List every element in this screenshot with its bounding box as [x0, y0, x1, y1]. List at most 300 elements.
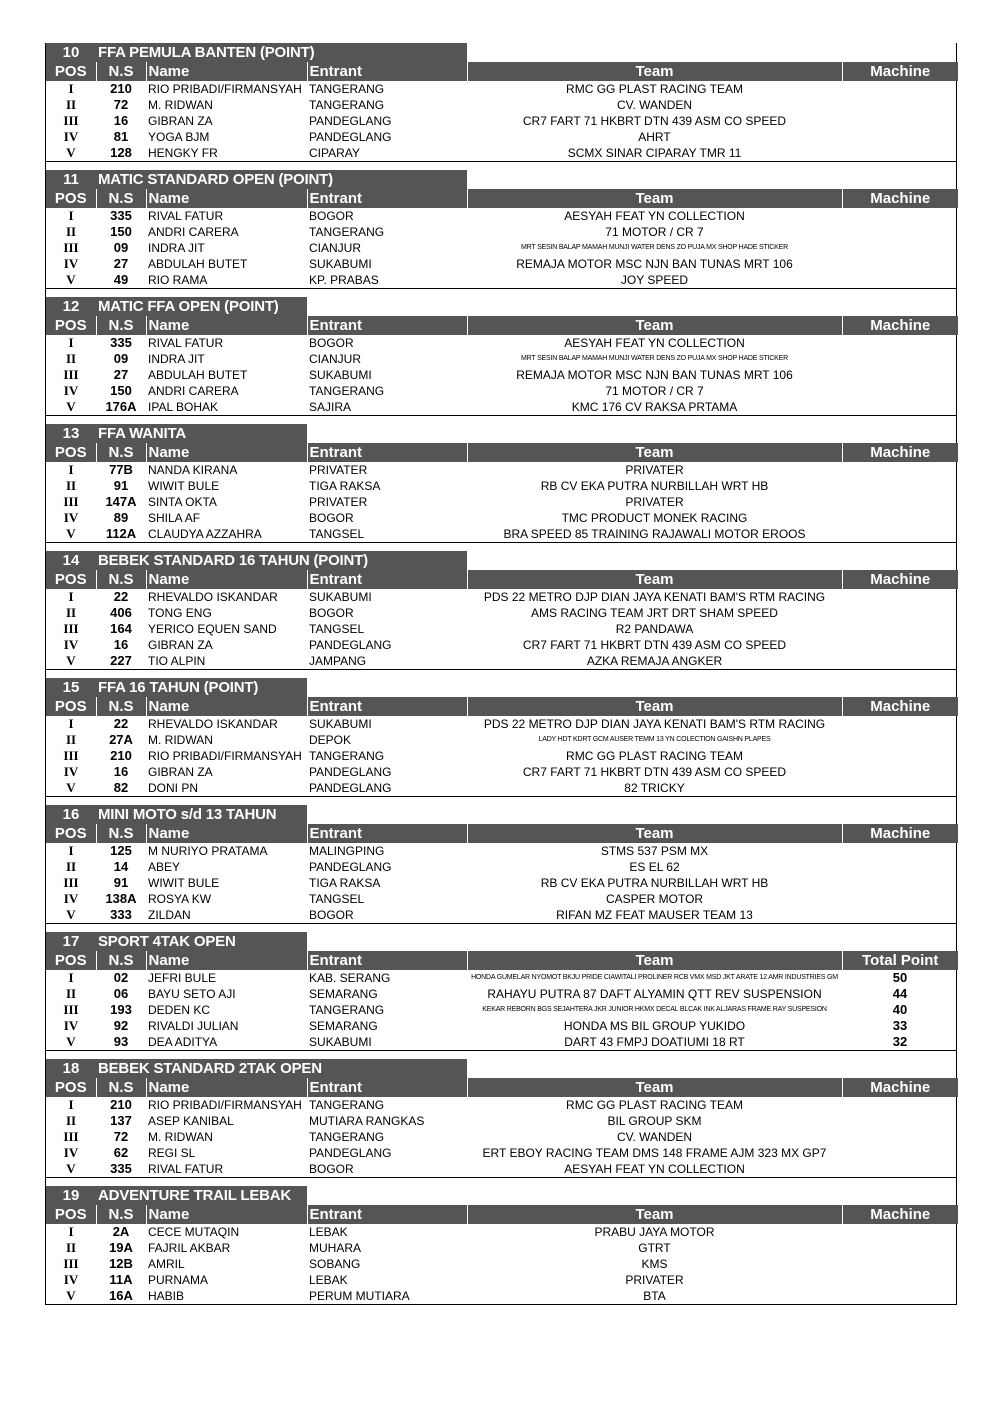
- col-pos: POS: [46, 1078, 96, 1097]
- position-cell: IV: [63, 764, 79, 779]
- header-row: [46, 1205, 958, 1224]
- number-cell: 112A: [105, 526, 137, 541]
- position-cell: IV: [63, 383, 79, 398]
- number-cell: 22: [113, 589, 129, 604]
- position-cell: I: [68, 462, 74, 477]
- machine-cell: [842, 129, 958, 145]
- machine-cell: [842, 462, 958, 478]
- number-cell: 09: [113, 240, 129, 255]
- table-row: [46, 1224, 958, 1240]
- rider-name-cell: INDRA JIT: [148, 352, 205, 366]
- section-spacer: [45, 416, 957, 424]
- entrant-cell: BOGOR: [309, 908, 354, 922]
- col-last: Machine: [842, 1078, 958, 1097]
- race-class-section: [45, 170, 957, 289]
- entrant-cell: TANGERANG: [309, 749, 385, 763]
- col-last: Machine: [842, 1205, 958, 1224]
- team-cell: KMS: [641, 1257, 668, 1271]
- section-spacer: [45, 924, 957, 932]
- entrant-cell: SOBANG: [309, 1257, 361, 1271]
- position-cell: I: [68, 1224, 74, 1239]
- section-spacer: [45, 162, 957, 170]
- rider-name-cell: ANDRI CARERA: [148, 384, 239, 398]
- position-cell: I: [68, 589, 74, 604]
- number-cell: 137: [110, 1113, 132, 1128]
- rider-name-cell: RIO PRIBADI/FIRMANSYAH: [148, 82, 302, 96]
- position-cell: V: [66, 145, 76, 160]
- col-last: Total Point: [842, 951, 958, 970]
- table-row: [46, 907, 958, 923]
- col-ns: N.S: [96, 570, 146, 589]
- col-name: Name: [146, 62, 307, 81]
- position-cell: II: [65, 986, 77, 1001]
- team-cell: JOY SPEED: [620, 273, 689, 287]
- table-row: [46, 1113, 958, 1129]
- position-cell: III: [63, 367, 79, 382]
- col-pos: POS: [46, 62, 96, 81]
- rider-name-cell: DEDEN KC: [148, 1003, 211, 1017]
- number-cell: 22: [113, 716, 129, 731]
- position-cell: III: [63, 1129, 79, 1144]
- class-title-bar: [46, 43, 467, 62]
- class-title: MATIC FFA OPEN (POINT): [98, 298, 279, 315]
- rider-name-cell: TIO ALPIN: [148, 654, 206, 668]
- number-cell: 11A: [109, 1272, 133, 1287]
- table-row: [46, 494, 958, 510]
- table-row: [46, 129, 958, 145]
- machine-cell: [842, 605, 958, 621]
- results-table: [46, 316, 958, 415]
- table-row: [46, 224, 958, 240]
- position-cell: V: [66, 780, 76, 795]
- position-cell: II: [65, 351, 77, 366]
- position-cell: I: [68, 970, 74, 985]
- position-cell: V: [66, 907, 76, 922]
- team-cell: RMC GG PLAST RACING TEAM: [566, 1098, 743, 1112]
- class-title-row: [46, 1186, 956, 1205]
- header-row: [46, 824, 958, 843]
- entrant-cell: TANGERANG: [309, 225, 385, 239]
- machine-cell: [842, 732, 958, 748]
- class-title-bar: [46, 932, 307, 951]
- machine-cell: [842, 716, 958, 732]
- table-row: [46, 526, 958, 542]
- entrant-cell: KP. PRABAS: [309, 273, 379, 287]
- number-cell: 164: [110, 621, 132, 636]
- machine-cell: [842, 1224, 958, 1240]
- col-team: Team: [467, 951, 842, 970]
- rider-name-cell: FAJRIL AKBAR: [148, 1241, 231, 1255]
- table-row: [46, 1272, 958, 1288]
- position-cell: III: [63, 1256, 79, 1271]
- rider-name-cell: RIO PRIBADI/FIRMANSYAH: [148, 1098, 302, 1112]
- rider-name-cell: AMRIL: [148, 1257, 185, 1271]
- machine-cell: [842, 494, 958, 510]
- team-cell: MRT SESIN BALAP MAMAH MUNJI WATER DENS ZO PUJA MX SHOP HADE STICKER: [521, 355, 788, 362]
- col-entrant: Entrant: [307, 1078, 467, 1097]
- col-entrant: Entrant: [307, 824, 467, 843]
- machine-cell: 40: [892, 1002, 908, 1017]
- position-cell: V: [66, 1161, 76, 1176]
- number-cell: 210: [110, 1097, 132, 1112]
- machine-cell: [842, 399, 958, 415]
- number-cell: 150: [110, 383, 132, 398]
- machine-cell: [842, 97, 958, 113]
- entrant-cell: TANGERANG: [309, 1003, 385, 1017]
- position-cell: I: [68, 81, 74, 96]
- rider-name-cell: RIO RAMA: [148, 273, 208, 287]
- entrant-cell: TANGSEL: [309, 892, 365, 906]
- position-cell: IV: [63, 637, 79, 652]
- number-cell: 335: [110, 1161, 132, 1176]
- machine-cell: [842, 653, 958, 669]
- machine-cell: [842, 1256, 958, 1272]
- number-cell: 09: [113, 351, 129, 366]
- team-cell: 71 MOTOR / CR 7: [605, 384, 704, 398]
- entrant-cell: SUKABUMI: [309, 257, 372, 271]
- position-cell: V: [66, 399, 76, 414]
- entrant-cell: PANDEGLANG: [309, 638, 392, 652]
- section-spacer: [45, 1051, 957, 1059]
- table-row: [46, 81, 958, 97]
- rider-name-cell: TONG ENG: [148, 606, 212, 620]
- entrant-cell: MUHARA: [309, 1241, 362, 1255]
- position-cell: II: [65, 1113, 77, 1128]
- team-cell: REMAJA MOTOR MSC NJN BAN TUNAS MRT 106: [516, 368, 793, 382]
- class-number: 18: [62, 1060, 80, 1077]
- table-row: [46, 1256, 958, 1272]
- section-spacer: [45, 670, 957, 678]
- col-name: Name: [146, 189, 307, 208]
- number-cell: 176A: [105, 399, 137, 414]
- col-name: Name: [146, 1078, 307, 1097]
- header-row: [46, 189, 958, 208]
- col-team: Team: [467, 824, 842, 843]
- number-cell: 27A: [109, 732, 133, 747]
- entrant-cell: JAMPANG: [309, 654, 367, 668]
- entrant-cell: TANGERANG: [309, 82, 385, 96]
- number-cell: 210: [110, 81, 132, 96]
- class-title: FFA 16 TAHUN (POINT): [98, 679, 259, 696]
- rider-name-cell: M. RIDWAN: [148, 733, 213, 747]
- rider-name-cell: SINTA OKTA: [148, 495, 217, 509]
- team-cell: 71 MOTOR / CR 7: [605, 225, 704, 239]
- class-title: FFA WANITA: [98, 425, 186, 442]
- number-cell: 06: [113, 986, 129, 1001]
- class-title-bar: [46, 297, 307, 316]
- rider-name-cell: M. RIDWAN: [148, 98, 213, 112]
- rider-name-cell: ROSYA KW: [148, 892, 212, 906]
- machine-cell: [842, 875, 958, 891]
- team-cell: ES EL 62: [629, 860, 680, 874]
- rider-name-cell: SHILA AF: [148, 511, 201, 525]
- entrant-cell: MALINGPING: [309, 844, 385, 858]
- class-title-row: [46, 1059, 956, 1078]
- col-pos: POS: [46, 951, 96, 970]
- entrant-cell: SEMARANG: [309, 987, 378, 1001]
- position-cell: III: [63, 621, 79, 636]
- entrant-cell: CIPARAY: [309, 146, 360, 160]
- entrant-cell: CIANJUR: [309, 352, 362, 366]
- position-cell: II: [65, 478, 77, 493]
- position-cell: I: [68, 843, 74, 858]
- team-cell: SCMX SINAR CIPARAY TMR 11: [567, 146, 742, 160]
- number-cell: 150: [110, 224, 132, 239]
- rider-name-cell: WIWIT BULE: [148, 479, 220, 493]
- number-cell: 72: [113, 97, 129, 112]
- table-row: [46, 510, 958, 526]
- rider-name-cell: GIBRAN ZA: [148, 638, 213, 652]
- number-cell: 91: [113, 875, 129, 890]
- number-cell: 227: [110, 653, 132, 668]
- position-cell: IV: [63, 129, 79, 144]
- team-cell: PRIVATER: [625, 463, 684, 477]
- team-cell: BTA: [643, 1289, 666, 1303]
- entrant-cell: PERUM MUTIARA: [309, 1289, 410, 1303]
- col-team: Team: [467, 189, 842, 208]
- number-cell: 77B: [109, 462, 133, 477]
- col-ns: N.S: [96, 1205, 146, 1224]
- team-cell: KMC 176 CV RAKSA PRTAMA: [571, 400, 738, 414]
- rider-name-cell: ASEP KANIBAL: [148, 1114, 234, 1128]
- entrant-cell: LEBAK: [309, 1273, 348, 1287]
- machine-cell: [842, 1288, 958, 1304]
- col-last: Machine: [842, 62, 958, 81]
- machine-cell: [842, 1113, 958, 1129]
- section-spacer: [45, 1178, 957, 1186]
- section-spacer: [45, 797, 957, 805]
- table-row: [46, 1240, 958, 1256]
- col-entrant: Entrant: [307, 951, 467, 970]
- team-cell: BIL GROUP SKM: [607, 1114, 702, 1128]
- entrant-cell: TANGSEL: [309, 622, 365, 636]
- results-table: [46, 1078, 958, 1177]
- machine-cell: 33: [892, 1018, 908, 1033]
- position-cell: IV: [63, 256, 79, 271]
- class-title-bar: [46, 678, 307, 697]
- header-row: [46, 443, 958, 462]
- results-table: [46, 824, 958, 923]
- machine-cell: [842, 1161, 958, 1177]
- machine-cell: [842, 859, 958, 875]
- team-cell: RIFAN MZ FEAT MAUSER TEAM 13: [556, 908, 753, 922]
- rider-name-cell: RIO PRIBADI/FIRMANSYAH: [148, 749, 302, 763]
- table-row: [46, 605, 958, 621]
- rider-name-cell: HENGKY FR: [148, 146, 218, 160]
- col-last: Machine: [842, 697, 958, 716]
- table-row: [46, 716, 958, 732]
- col-pos: POS: [46, 316, 96, 335]
- position-cell: III: [63, 748, 79, 763]
- position-cell: II: [65, 859, 77, 874]
- col-name: Name: [146, 316, 307, 335]
- table-row: [46, 478, 958, 494]
- class-title-bar: [46, 1059, 467, 1078]
- team-cell: CV. WANDEN: [616, 1130, 693, 1144]
- entrant-cell: SUKABUMI: [309, 717, 372, 731]
- col-pos: POS: [46, 189, 96, 208]
- position-cell: V: [66, 653, 76, 668]
- entrant-cell: PANDEGLANG: [309, 130, 392, 144]
- position-cell: V: [66, 272, 76, 287]
- class-title-row: [46, 297, 956, 316]
- section-spacer: [45, 543, 957, 551]
- machine-cell: [842, 383, 958, 399]
- results-table: [46, 62, 958, 161]
- table-row: [46, 1161, 958, 1177]
- rider-name-cell: GIBRAN ZA: [148, 765, 213, 779]
- class-title: MATIC STANDARD OPEN (POINT): [98, 171, 333, 188]
- table-row: [46, 399, 958, 415]
- number-cell: 62: [113, 1145, 129, 1160]
- rider-name-cell: ANDRI CARERA: [148, 225, 239, 239]
- number-cell: 406: [110, 605, 132, 620]
- number-cell: 91: [113, 478, 129, 493]
- number-cell: 16: [113, 764, 129, 779]
- table-row: [46, 1002, 958, 1018]
- table-row: [46, 97, 958, 113]
- rider-name-cell: RHEVALDO ISKANDAR: [148, 717, 278, 731]
- table-row: [46, 367, 958, 383]
- table-row: [46, 272, 958, 288]
- class-title-row: [46, 678, 956, 697]
- team-cell: AESYAH FEAT YN COLLECTION: [564, 209, 745, 223]
- position-cell: IV: [63, 1018, 79, 1033]
- entrant-cell: SUKABUMI: [309, 368, 372, 382]
- position-cell: V: [66, 1034, 76, 1049]
- team-cell: TMC PRODUCT MONEK RACING: [561, 511, 748, 525]
- position-cell: IV: [63, 1272, 79, 1287]
- race-class-section: [45, 805, 957, 924]
- col-ns: N.S: [96, 316, 146, 335]
- rider-name-cell: YERICO EQUEN SAND: [148, 622, 277, 636]
- race-class-section: [45, 297, 957, 416]
- position-cell: II: [65, 97, 77, 112]
- col-name: Name: [146, 697, 307, 716]
- rider-name-cell: YOGA BJM: [148, 130, 210, 144]
- team-cell: R2 PANDAWA: [615, 622, 694, 636]
- number-cell: 16: [113, 113, 129, 128]
- col-team: Team: [467, 1205, 842, 1224]
- rider-name-cell: ABEY: [148, 860, 181, 874]
- table-row: [46, 970, 958, 986]
- team-cell: CASPER MOTOR: [605, 892, 704, 906]
- number-cell: 335: [110, 335, 132, 350]
- entrant-cell: SAJIRA: [309, 400, 352, 414]
- class-title-row: [46, 805, 956, 824]
- class-number: 16: [62, 806, 80, 823]
- race-class-section: [45, 1186, 957, 1305]
- machine-cell: [842, 81, 958, 97]
- team-cell: RB CV EKA PUTRA NURBILLAH WRT HB: [540, 479, 769, 493]
- table-row: [46, 637, 958, 653]
- rider-name-cell: M. RIDWAN: [148, 1130, 213, 1144]
- class-number: 19: [62, 1187, 80, 1204]
- rider-name-cell: REGI SL: [148, 1146, 196, 1160]
- entrant-cell: TANGERANG: [309, 1098, 385, 1112]
- table-row: [46, 351, 958, 367]
- position-cell: I: [68, 208, 74, 223]
- col-team: Team: [467, 316, 842, 335]
- entrant-cell: TIGA RAKSA: [309, 876, 381, 890]
- col-ns: N.S: [96, 697, 146, 716]
- col-last: Machine: [842, 316, 958, 335]
- rider-name-cell: ABDULAH BUTET: [148, 257, 248, 271]
- class-title-bar: [46, 1186, 307, 1205]
- table-row: [46, 986, 958, 1002]
- team-cell: RMC GG PLAST RACING TEAM: [566, 82, 743, 96]
- number-cell: 335: [110, 208, 132, 223]
- race-class-section: [45, 1059, 957, 1178]
- table-row: [46, 732, 958, 748]
- table-row: [46, 145, 958, 161]
- number-cell: 02: [113, 970, 129, 985]
- machine-cell: [842, 843, 958, 859]
- header-row: [46, 316, 958, 335]
- entrant-cell: CIANJUR: [309, 241, 362, 255]
- machine-cell: [842, 1129, 958, 1145]
- col-ns: N.S: [96, 443, 146, 462]
- col-last: Machine: [842, 824, 958, 843]
- machine-cell: [842, 764, 958, 780]
- rider-name-cell: RIVAL FATUR: [148, 336, 224, 350]
- class-title: FFA PEMULA BANTEN (POINT): [98, 44, 315, 61]
- col-entrant: Entrant: [307, 62, 467, 81]
- table-row: [46, 875, 958, 891]
- results-sheet: [45, 43, 957, 1305]
- table-row: [46, 1145, 958, 1161]
- header-row: [46, 1078, 958, 1097]
- entrant-cell: SUKABUMI: [309, 590, 372, 604]
- class-title-bar: [46, 805, 307, 824]
- team-cell: AESYAH FEAT YN COLLECTION: [564, 336, 745, 350]
- table-row: [46, 383, 958, 399]
- machine-cell: [842, 1145, 958, 1161]
- team-cell: AMS RACING TEAM JRT DRT SHAM SPEED: [531, 606, 778, 620]
- team-cell: HONDA MS BIL GROUP YUKIDO: [563, 1019, 746, 1033]
- position-cell: I: [68, 1097, 74, 1112]
- team-cell: CR7 FART 71 HKBRT DTN 439 ASM CO SPEED: [522, 638, 787, 652]
- position-cell: II: [65, 732, 77, 747]
- machine-cell: [842, 637, 958, 653]
- position-cell: I: [68, 716, 74, 731]
- race-class-section: [45, 932, 957, 1051]
- race-class-section: [45, 43, 957, 162]
- position-cell: IV: [63, 891, 79, 906]
- number-cell: 138A: [105, 891, 137, 906]
- number-cell: 82: [113, 780, 129, 795]
- rider-name-cell: ABDULAH BUTET: [148, 368, 248, 382]
- number-cell: 81: [113, 129, 129, 144]
- col-last: Machine: [842, 189, 958, 208]
- number-cell: 93: [113, 1034, 129, 1049]
- rider-name-cell: CLAUDYA AZZAHRA: [148, 527, 262, 541]
- rider-name-cell: RIVAL FATUR: [148, 209, 224, 223]
- position-cell: I: [68, 335, 74, 350]
- class-title: BEBEK STANDARD 16 TAHUN (POINT): [98, 552, 368, 569]
- col-ns: N.S: [96, 189, 146, 208]
- rider-name-cell: RIVALDI JULIAN: [148, 1019, 239, 1033]
- position-cell: II: [65, 1240, 77, 1255]
- table-row: [46, 859, 958, 875]
- col-last: Machine: [842, 443, 958, 462]
- machine-cell: [842, 589, 958, 605]
- position-cell: V: [66, 1288, 76, 1303]
- team-cell: PRIVATER: [625, 495, 684, 509]
- rider-name-cell: INDRA JIT: [148, 241, 205, 255]
- col-name: Name: [146, 570, 307, 589]
- rider-name-cell: IPAL BOHAK: [148, 400, 219, 414]
